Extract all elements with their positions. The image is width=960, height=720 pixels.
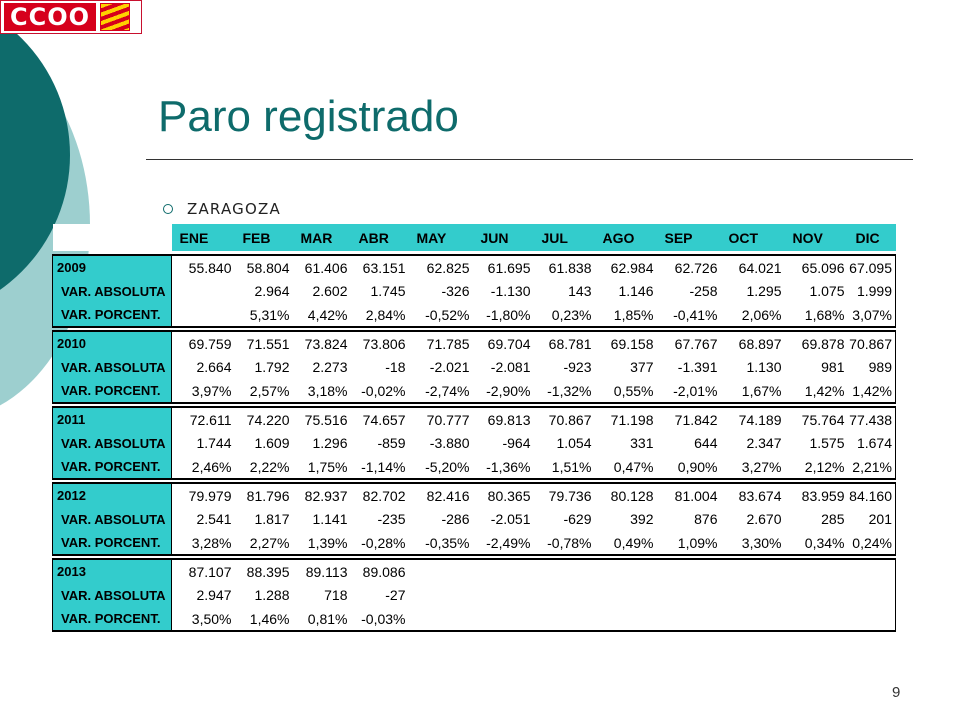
table-cell: 89.113 xyxy=(293,559,351,583)
bullet-item xyxy=(163,200,281,218)
table-cell: 1,42% xyxy=(785,379,848,403)
table-cell: 70.867 xyxy=(848,331,896,355)
table-cell: 88.395 xyxy=(235,559,293,583)
table-cell: 64.021 xyxy=(721,255,785,279)
table-cell: -0,03% xyxy=(351,607,409,631)
table-cell: -0,78% xyxy=(534,531,595,555)
table-cell: 82.937 xyxy=(293,483,351,507)
table-cell: 3,50% xyxy=(172,607,235,631)
table-cell: -2,01% xyxy=(657,379,721,403)
table-cell: 989 xyxy=(848,355,896,379)
table-cell: 67.767 xyxy=(657,331,721,355)
table-cell: 1.792 xyxy=(254,359,290,375)
table-cell: 61.838 xyxy=(534,255,595,279)
table-cell: 2.541 xyxy=(196,511,232,527)
month-header: OCT xyxy=(721,224,785,251)
table-cell: 83.674 xyxy=(721,483,785,507)
table-cell: 981 xyxy=(821,359,845,375)
table-cell: 2,84% xyxy=(351,303,409,327)
table-cell: 73.824 xyxy=(293,331,351,355)
table-row xyxy=(53,303,896,327)
table-cell: 1.745 xyxy=(370,283,406,299)
table-cell xyxy=(534,583,595,607)
table-cell: 0,90% xyxy=(657,455,721,479)
table-cell xyxy=(721,607,785,631)
table-row xyxy=(53,331,896,355)
table-cell: 1.130 xyxy=(746,359,782,375)
table-cell: 1,75% xyxy=(293,455,351,479)
table-row xyxy=(53,455,896,479)
page-number: 9 xyxy=(892,684,901,701)
table-cell: -3.880 xyxy=(429,435,470,451)
table-cell: 285 xyxy=(821,511,845,527)
table-cell: 2.664 xyxy=(196,359,232,375)
table-cell: -0,28% xyxy=(351,531,409,555)
table-cell: 1,46% xyxy=(235,607,293,631)
page-title: Paro registrado xyxy=(158,92,459,141)
table-cell: 1,51% xyxy=(534,455,595,479)
table-cell: 0,49% xyxy=(595,531,657,555)
table-cell: -258 xyxy=(689,283,718,299)
table-cell xyxy=(409,607,473,631)
year-label: 2010 xyxy=(53,331,172,355)
table-cell: 331 xyxy=(630,435,654,451)
table-cell: 74.657 xyxy=(351,407,409,431)
table-cell xyxy=(721,583,785,607)
table-cell: 81.004 xyxy=(657,483,721,507)
table-cell: 81.796 xyxy=(235,483,293,507)
table-cell xyxy=(595,607,657,631)
row-label: VAR. ABSOLUTA xyxy=(53,355,172,379)
month-header: JUL xyxy=(534,224,595,251)
table-cell: -1.130 xyxy=(490,283,531,299)
table-cell: 1.296 xyxy=(312,435,348,451)
month-header: JUN xyxy=(473,224,534,251)
table-cell: 79.736 xyxy=(534,483,595,507)
month-header: ENE xyxy=(172,224,235,251)
table-cell: 2.273 xyxy=(312,359,348,375)
bullet-circle-icon xyxy=(163,204,173,214)
table-cell: 1,09% xyxy=(657,531,721,555)
table-cell: 74.220 xyxy=(235,407,293,431)
table-cell: 1.146 xyxy=(618,283,654,299)
table-cell: 1.744 xyxy=(196,435,232,451)
table-cell xyxy=(172,279,235,303)
table-row xyxy=(53,583,896,607)
logo-text: CCOO xyxy=(4,3,96,31)
table-cell: 82.416 xyxy=(409,483,473,507)
table-row xyxy=(53,379,896,403)
table-cell: 79.979 xyxy=(172,483,235,507)
table-row xyxy=(53,407,896,431)
table-cell: 0,81% xyxy=(293,607,351,631)
table-cell xyxy=(657,583,721,607)
table-cell xyxy=(409,559,473,583)
table-cell: 3,18% xyxy=(293,379,351,403)
table-cell xyxy=(172,303,235,327)
table-cell: -1,80% xyxy=(473,303,534,327)
table-cell: 1,85% xyxy=(595,303,657,327)
table-cell: 2.947 xyxy=(196,587,232,603)
table-cell: -1.391 xyxy=(677,359,718,375)
table-cell: 84.160 xyxy=(848,483,896,507)
table-row xyxy=(53,607,896,631)
table-cell: -235 xyxy=(377,511,406,527)
table-cell: 75.764 xyxy=(785,407,848,431)
table-cell: 3,28% xyxy=(172,531,235,555)
table-cell: 1,68% xyxy=(785,303,848,327)
table-cell xyxy=(848,559,896,583)
year-label: 2013 xyxy=(53,559,172,583)
table-cell: 201 xyxy=(848,507,896,531)
table-cell: 1.075 xyxy=(809,283,845,299)
aragon-flag-icon xyxy=(100,3,130,31)
table-cell: 2,27% xyxy=(235,531,293,555)
header-row xyxy=(53,224,896,251)
table-cell: -18 xyxy=(385,359,406,375)
table-cell: 68.897 xyxy=(721,331,785,355)
table-cell: -5,20% xyxy=(409,455,473,479)
table-cell: 1.674 xyxy=(848,431,896,455)
table-cell: 70.777 xyxy=(409,407,473,431)
table-cell: 69.813 xyxy=(473,407,534,431)
bullet-text: ZARAGOZA xyxy=(187,200,281,218)
month-header: DIC xyxy=(848,224,896,251)
table-cell: 1.575 xyxy=(809,435,845,451)
table-cell: 61.406 xyxy=(293,255,351,279)
table-cell: 71.198 xyxy=(595,407,657,431)
table-cell: 65.096 xyxy=(785,255,848,279)
table-cell: 73.806 xyxy=(351,331,409,355)
table-row xyxy=(53,483,896,507)
table-cell: 718 xyxy=(324,587,348,603)
table-cell: 69.704 xyxy=(473,331,534,355)
table-cell: 2.670 xyxy=(746,511,782,527)
table-cell: -27 xyxy=(385,587,406,603)
table-cell: -0,02% xyxy=(351,379,409,403)
table-cell: 2,46% xyxy=(172,455,235,479)
table-cell: 74.189 xyxy=(721,407,785,431)
table-cell: -2,49% xyxy=(473,531,534,555)
year-label: 2009 xyxy=(53,255,172,279)
table-cell xyxy=(785,607,848,631)
table-cell: 644 xyxy=(694,435,718,451)
table-cell: 0,24% xyxy=(848,531,896,555)
table-cell xyxy=(534,607,595,631)
table-cell: -0,35% xyxy=(409,531,473,555)
table-cell: -859 xyxy=(377,435,406,451)
table-cell: 58.804 xyxy=(235,255,293,279)
table-cell: 82.702 xyxy=(351,483,409,507)
table-cell: 0,47% xyxy=(595,455,657,479)
table-cell: -1,14% xyxy=(351,455,409,479)
table-cell: 80.365 xyxy=(473,483,534,507)
month-header: MAR xyxy=(293,224,351,251)
row-label: VAR. ABSOLUTA xyxy=(53,583,172,607)
table-cell: 392 xyxy=(630,511,654,527)
month-header: ABR xyxy=(351,224,409,251)
table-cell xyxy=(721,559,785,583)
table-cell: 5,31% xyxy=(235,303,293,327)
table-cell: 1.141 xyxy=(312,511,348,527)
month-header: NOV xyxy=(785,224,848,251)
table-row xyxy=(53,279,896,303)
table-cell: 1.999 xyxy=(848,279,896,303)
table-row xyxy=(53,355,896,379)
table-cell: 72.611 xyxy=(172,407,235,431)
table-cell: 1,67% xyxy=(721,379,785,403)
table-cell: -1,32% xyxy=(534,379,595,403)
table-cell: 2,22% xyxy=(235,455,293,479)
table-cell: 2.347 xyxy=(746,435,782,451)
table-cell xyxy=(473,607,534,631)
title-divider xyxy=(146,159,913,160)
table-cell: 3,27% xyxy=(721,455,785,479)
ccoo-logo xyxy=(0,0,142,34)
table-cell xyxy=(785,583,848,607)
table-cell: 69.759 xyxy=(172,331,235,355)
month-header: SEP xyxy=(657,224,721,251)
month-header: AGO xyxy=(595,224,657,251)
table-cell: 1.288 xyxy=(254,587,290,603)
month-header: MAY xyxy=(409,224,473,251)
table-row xyxy=(53,431,896,455)
table-cell xyxy=(473,583,534,607)
table-cell xyxy=(473,559,534,583)
table-cell: -2.051 xyxy=(490,511,531,527)
table-cell: 0,34% xyxy=(785,531,848,555)
table-cell: 67.095 xyxy=(848,255,896,279)
row-label: VAR. ABSOLUTA xyxy=(53,507,172,531)
row-label: VAR. ABSOLUTA xyxy=(53,431,172,455)
table-cell: 1,39% xyxy=(293,531,351,555)
table-cell xyxy=(657,559,721,583)
table-cell: 71.842 xyxy=(657,407,721,431)
table-cell: 2,12% xyxy=(785,455,848,479)
table-cell xyxy=(785,559,848,583)
table-row xyxy=(53,531,896,555)
table-cell: 0,55% xyxy=(595,379,657,403)
table-cell: 2.602 xyxy=(312,283,348,299)
table-cell: 80.128 xyxy=(595,483,657,507)
table-cell: 75.516 xyxy=(293,407,351,431)
table-cell: 87.107 xyxy=(172,559,235,583)
table-cell: 1,42% xyxy=(848,379,896,403)
table-cell: 4,42% xyxy=(293,303,351,327)
table-cell xyxy=(409,583,473,607)
row-label: VAR. PORCENT. xyxy=(53,531,172,555)
table-cell: -1,36% xyxy=(473,455,534,479)
table-cell: -2.021 xyxy=(429,359,470,375)
table-cell: 68.781 xyxy=(534,331,595,355)
table-cell: -2,90% xyxy=(473,379,534,403)
table-cell: 55.840 xyxy=(172,255,235,279)
table-cell: -2.081 xyxy=(490,359,531,375)
table-cell: -286 xyxy=(441,511,470,527)
table-row xyxy=(53,507,896,531)
table-cell: -923 xyxy=(563,359,592,375)
table-cell: 3,97% xyxy=(172,379,235,403)
table-cell: 63.151 xyxy=(351,255,409,279)
table-cell: 1.609 xyxy=(254,435,290,451)
table-cell: 1.054 xyxy=(556,435,592,451)
table-cell: -964 xyxy=(502,435,531,451)
table-cell: 71.551 xyxy=(235,331,293,355)
table-cell: 3,30% xyxy=(721,531,785,555)
row-label: VAR. PORCENT. xyxy=(53,455,172,479)
table-cell: 3,07% xyxy=(848,303,896,327)
table-cell: 89.086 xyxy=(351,559,409,583)
row-label: VAR. PORCENT. xyxy=(53,607,172,631)
table-cell: -2,74% xyxy=(409,379,473,403)
table-cell: 2,57% xyxy=(235,379,293,403)
table-cell xyxy=(534,559,595,583)
table-cell: 70.867 xyxy=(534,407,595,431)
table-cell: 2,06% xyxy=(721,303,785,327)
table-cell: 61.695 xyxy=(473,255,534,279)
row-label: VAR. ABSOLUTA xyxy=(53,279,172,303)
header-corner xyxy=(53,224,172,251)
table-cell xyxy=(595,559,657,583)
table-cell: 1.817 xyxy=(254,511,290,527)
table-cell: 62.726 xyxy=(657,255,721,279)
row-label: VAR. PORCENT. xyxy=(53,379,172,403)
table-cell: 143 xyxy=(568,283,592,299)
table-cell: -629 xyxy=(563,511,592,527)
month-header: FEB xyxy=(235,224,293,251)
table-row xyxy=(53,559,896,583)
year-label: 2012 xyxy=(53,483,172,507)
table-cell: 2,21% xyxy=(848,455,896,479)
table-cell: -326 xyxy=(441,283,470,299)
table-cell: 77.438 xyxy=(848,407,896,431)
row-label: VAR. PORCENT. xyxy=(53,303,172,327)
table-cell: -0,41% xyxy=(657,303,721,327)
table-row xyxy=(53,255,896,279)
table-cell: 69.158 xyxy=(595,331,657,355)
table-cell: 2.964 xyxy=(254,283,290,299)
table-cell: 83.959 xyxy=(785,483,848,507)
table-cell: -0,52% xyxy=(409,303,473,327)
table-cell: 0,23% xyxy=(534,303,595,327)
table-cell xyxy=(595,583,657,607)
unemployment-table xyxy=(52,224,896,632)
table-cell: 71.785 xyxy=(409,331,473,355)
year-label: 2011 xyxy=(53,407,172,431)
table-cell xyxy=(848,607,896,631)
table-cell: 377 xyxy=(630,359,654,375)
table-cell: 876 xyxy=(694,511,718,527)
table-cell: 62.984 xyxy=(595,255,657,279)
table-cell xyxy=(657,607,721,631)
table-cell: 69.878 xyxy=(785,331,848,355)
table-cell xyxy=(848,583,896,607)
table-cell: 62.825 xyxy=(409,255,473,279)
table-cell: 1.295 xyxy=(746,283,782,299)
